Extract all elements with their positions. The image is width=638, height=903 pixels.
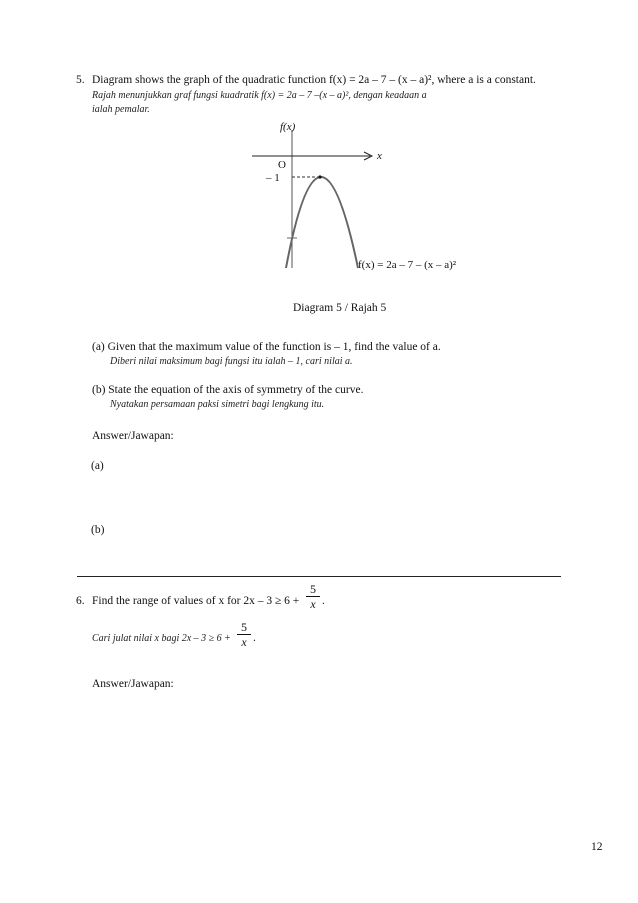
q5-malay-line1: Rajah menunjukkan graf fungsi kuadratik f(x) = 2a – 7 –(x – a)², dengan keadaan a [92, 90, 427, 101]
x-axis-label: x [377, 150, 382, 162]
q5-part-a: (a) Given that the maximum value of the function is – 1, find the value of a. [92, 341, 441, 353]
q6-number: 6. [76, 595, 85, 607]
y-axis-label: f(x) [280, 121, 296, 133]
q6-statement: Find the range of values of x for 2x – 3 ≥ 6 + [92, 595, 300, 607]
q6-malay-end-mark: . [253, 632, 256, 644]
q6-fraction-denominator: x [310, 597, 316, 611]
q6-fraction [306, 583, 320, 611]
q6-malay-fraction-numerator: 5 [237, 621, 251, 635]
q5-malay-line2: ialah pemalar. [92, 104, 150, 115]
q6-answer-label: Answer/Jawapan: [92, 678, 174, 690]
diagram-caption: Diagram 5 / Rajah 5 [293, 302, 387, 314]
origin-label: O [278, 159, 286, 171]
parabola-curve [286, 177, 358, 268]
q6-end-mark: . [322, 595, 325, 607]
question-separator [77, 576, 561, 577]
q5-part-a-malay: Diberi nilai maksimum bagi fungsi itu ialah – 1, cari nilai a. [110, 356, 353, 367]
max-value-label: – 1 [266, 172, 280, 184]
q5-number: 5. [76, 74, 85, 86]
q5-answer-a: (a) [91, 460, 104, 472]
q5-graph [230, 118, 490, 278]
curve-equation-label: f(x) = 2a – 7 – (x – a)² [358, 259, 457, 271]
q5-part-b-malay: Nyatakan persamaan paksi simetri bagi lengkung itu. [110, 399, 325, 410]
page-number: 12 [591, 841, 603, 853]
q5-part-b: (b) State the equation of the axis of symmetry of the curve. [92, 384, 364, 396]
q6-malay-fraction [237, 621, 251, 649]
q5-answer-label: Answer/Jawapan: [92, 430, 174, 442]
q6-fraction-numerator: 5 [306, 583, 320, 597]
q5-statement: Diagram shows the graph of the quadratic function f(x) = 2a – 7 – (x – a)², where a is a constant. [92, 74, 536, 86]
q6-malay-fraction-denominator: x [241, 635, 247, 649]
q5-answer-b: (b) [91, 524, 105, 536]
q6-malay: Cari julat nilai x bagi 2x – 3 ≥ 6 + [92, 633, 231, 644]
max-point [318, 175, 321, 178]
